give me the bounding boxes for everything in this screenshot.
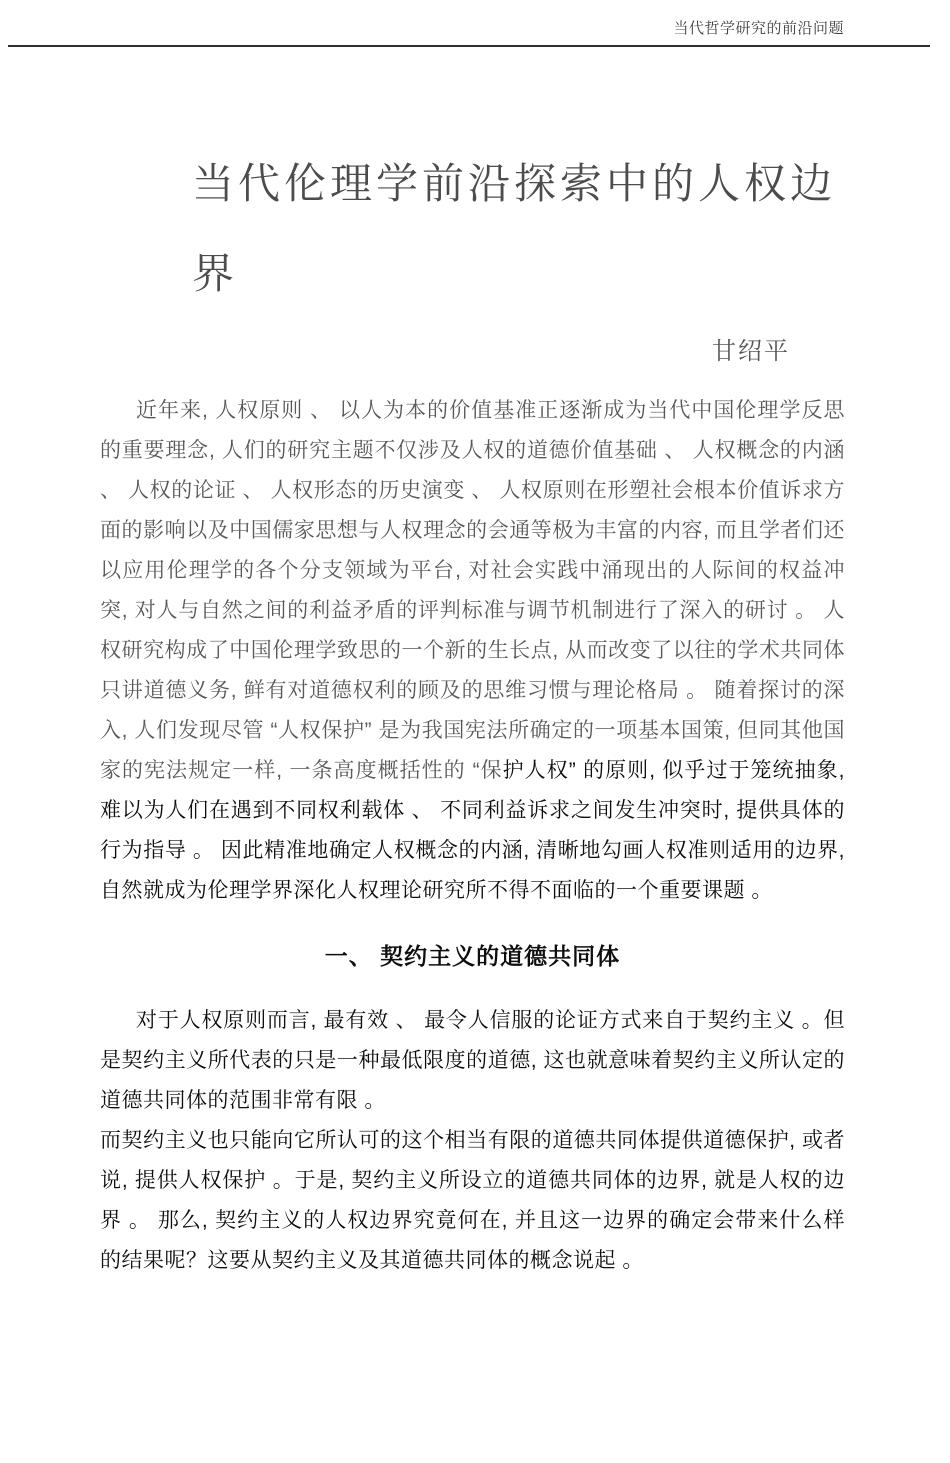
paragraph-2: 对于人权原则而言, 最有效 、 最令人信服的论证方式来自于契约主义 。但是契约主义所代表的只是一种最低限度的道德, 这也就意味着契约主义所认定的道德共同体的范围非常有限 。	[100, 1009, 845, 1112]
running-header-title: 当代哲学研究的前沿问题	[673, 20, 844, 37]
article-title	[192, 139, 850, 319]
paragraph-1	[100, 391, 845, 911]
author-line	[0, 335, 950, 369]
article-title-line-1: 当代伦理学前沿探索中的人权边	[192, 160, 837, 207]
section-1-heading: 一、 契约主义的道德共同体	[324, 943, 621, 969]
paragraph-1-gray-segment: 近年来, 人权原则 、 以人为本的价值基准正逐渐成为当代中国伦理学反思的重要理念, 人们的研究主题不仅涉及人权的道德价值基础 、 人权概念的内涵 、 人权的论证 、 人权形态的历史演变 、 人权原则在形塑社会根本价值诉求方面的影响以及中国儒家思想与人权理念的会通等极为丰富的内容, 而且学者们还以应用伦理学的各个分支领域为平台, 对社会实践中涌现出的人际间的权益冲突, 对人与自然之间的利益矛盾的评判标准与调节机制进行了深入的研讨 。 人权研究构成了中国伦理学致思的一个新的生长点, 从而改变了以往的学术共同体只讲道德义务, 鲜有对道德权利的顾及的思维习惯与理论格局 。 随着探讨的深入, 人们发现尽管 “人权保护” 是为我国宪法所确定的一项基本国策, 但同其他国家的宪法规定一样, 一条高度概括性的 “保	[100, 399, 845, 782]
author-name: 甘绍平	[712, 338, 790, 365]
article-body	[100, 391, 845, 1281]
article-title-line-2: 界	[192, 250, 239, 297]
running-header	[0, 0, 950, 39]
paragraph-1-black-segment: 护人权” 的原则, 似乎过于笼统抽象, 难以为人们在遇到不同权利载体 、 不同利益诉求之间发生冲突时, 提供具体的行为指导 。 因此精准地确定人权概念的内涵, 清晰地勾画人权准则适用的边界, 自然就成为伦理学界深化人权理论研究所不得不面临的一个重要课题 。	[100, 759, 845, 902]
paragraph-3: 而契约主义也只能向它所认可的这个相当有限的道德共同体提供道德保护, 或者说, 提供人权保护 。于是, 契约主义所设立的道德共同体的边界, 就是人权的边界 。 那么, 契约主义的人权边界究竟何在, 并且这一边界的确定会带来什么样的结果呢？这要从契约主义及其道德共同体的概念说起 。	[100, 1129, 845, 1272]
header-rule	[8, 45, 930, 47]
